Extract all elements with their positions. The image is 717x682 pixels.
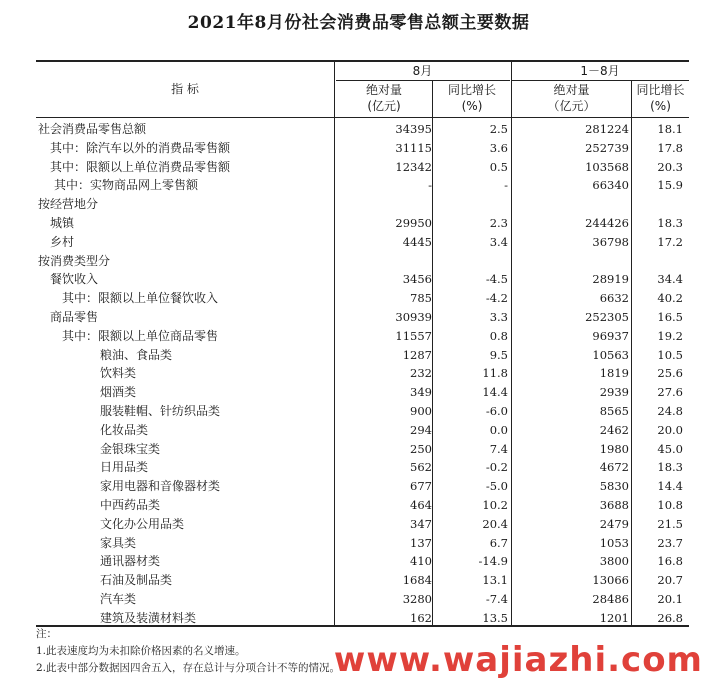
row-label: 按经营地分: [38, 197, 99, 212]
aug-yoy-cell: 6.7: [489, 535, 508, 550]
janaug-abs-cell: 103568: [585, 159, 629, 174]
janaug-abs-cell: 2479: [599, 516, 629, 531]
aug-yoy-cell: -4.2: [485, 291, 508, 306]
aug-yoy-cell: 2.3: [489, 216, 508, 230]
janaug-yoy-cell: 45.0: [657, 441, 683, 456]
table-row: [36, 571, 689, 589]
janaug-yoy-cell: 18.1: [657, 122, 683, 136]
janaug-yoy-cell: 14.4: [657, 479, 683, 494]
aug-yoy-cell: 0.5: [489, 159, 508, 174]
row-label: 乡村: [50, 234, 75, 249]
row-label: 建筑及装潢材料类: [100, 610, 197, 625]
janaug-yoy-cell: 19.2: [657, 328, 683, 343]
row-label: 汽车类: [100, 592, 137, 606]
row-label: 其中：限额以上单位商品零售: [62, 328, 219, 343]
table-row: [36, 552, 689, 570]
table-top-rule: [36, 60, 689, 62]
janaug-abs-cell: 13066: [592, 573, 629, 588]
aug-yoy-cell: 0.0: [489, 422, 508, 437]
table-row: [36, 252, 689, 270]
aug-yoy-cell: 3.3: [489, 310, 508, 324]
janaug-yoy-cell: 16.8: [657, 554, 683, 569]
aug-yoy-cell: 10.2: [482, 498, 508, 512]
row-label: 其中：限额以上单位餐饮收入: [62, 291, 219, 306]
janaug-yoy-cell: 20.3: [657, 159, 683, 174]
note-2: 2.此表中部分数据因四舍五入，存在总计与分项合计不等的情况。: [36, 662, 341, 674]
table-row: [36, 515, 689, 533]
table-row: [36, 440, 689, 458]
row-label: 化妆品类: [100, 422, 149, 437]
janaug-yoy-cell: 26.8: [657, 610, 683, 625]
table-row: [36, 458, 689, 476]
table-row: [36, 308, 689, 326]
janaug-abs-cell: 6632: [599, 291, 629, 306]
janaug-abs-cell: 2939: [599, 385, 629, 400]
aug-yoy-cell: -0.2: [485, 460, 508, 475]
janaug-yoy-cell: 34.4: [657, 272, 683, 287]
table-title: 2021年8月份社会消费品零售总额主要数据: [187, 13, 530, 33]
header-janaug-abs-label: 绝对量: [553, 83, 590, 97]
janaug-yoy-cell: 17.8: [657, 140, 683, 155]
janaug-yoy-cell: 23.7: [657, 535, 683, 550]
aug-abs-cell: 3456: [402, 272, 432, 287]
aug-group-rule: [336, 80, 510, 81]
aug-yoy-cell: 2.5: [489, 122, 508, 136]
table-row: [36, 609, 689, 627]
table-row: [36, 270, 689, 288]
row-label: 服装鞋帽、针纺织品类: [100, 404, 221, 418]
table-row: [36, 195, 689, 213]
janaug-yoy-cell: 20.0: [657, 422, 683, 437]
aug-yoy-cell: 14.4: [482, 385, 508, 400]
row-label: 其中：实物商品网上零售额: [54, 178, 199, 193]
header-janaug-yoy-unit: (%): [650, 99, 671, 113]
table-row: [36, 590, 689, 608]
notes-head: 注：: [36, 628, 57, 640]
aug-abs-cell: 12342: [395, 159, 432, 174]
aug-abs-cell: 31115: [395, 140, 432, 155]
aug-abs-cell: 3280: [402, 592, 432, 606]
janaug-abs-cell: 5830: [599, 479, 629, 494]
aug-abs-cell: 11557: [395, 328, 432, 343]
aug-yoy-cell: 13.1: [482, 573, 508, 588]
janaug-yoy-cell: 21.5: [657, 516, 683, 531]
row-label: 饮料类: [100, 366, 137, 381]
site-watermark: www.wajiazhi.com: [333, 640, 703, 680]
aug-yoy-cell: -6.0: [485, 404, 508, 418]
aug-abs-cell: 1287: [402, 347, 432, 362]
header-aug: 8月: [412, 64, 433, 78]
janaug-yoy-cell: 18.3: [657, 216, 683, 230]
janaug-abs-cell: 252739: [585, 140, 629, 155]
janaug-abs-cell: 28486: [592, 592, 629, 606]
table-row: [36, 233, 689, 251]
row-label: 粮油、食品类: [100, 347, 173, 362]
aug-abs-cell: 34395: [395, 122, 432, 136]
janaug-abs-cell: 244426: [585, 216, 629, 230]
aug-abs-cell: 900: [410, 404, 432, 418]
janaug-abs-cell: 252305: [585, 310, 629, 324]
header-indicator: 指 标: [171, 82, 199, 96]
janaug-group-rule: [512, 80, 689, 81]
janaug-yoy-cell: 24.8: [657, 404, 683, 418]
table-row: [36, 327, 689, 345]
janaug-abs-cell: 3688: [599, 498, 629, 512]
row-label: 石油及制品类: [100, 573, 173, 588]
janaug-abs-cell: 1053: [599, 535, 629, 550]
janaug-abs-cell: 96937: [592, 328, 629, 343]
table-row: [36, 158, 689, 176]
row-label: 烟酒类: [100, 385, 137, 400]
janaug-yoy-cell: 15.9: [657, 178, 683, 193]
aug-abs-cell: 294: [410, 422, 432, 437]
aug-yoy-cell: 7.4: [489, 441, 508, 456]
aug-yoy-cell: -: [504, 178, 508, 193]
janaug-abs-cell: 8565: [599, 404, 629, 418]
janaug-yoy-cell: 16.5: [657, 310, 683, 324]
aug-abs-cell: 349: [410, 385, 432, 400]
header-aug-abs-unit: (亿元): [367, 99, 401, 113]
janaug-yoy-cell: 18.3: [657, 460, 683, 475]
janaug-abs-cell: 4672: [599, 460, 629, 475]
janaug-abs-cell: 2462: [599, 422, 629, 437]
janaug-abs-cell: 66340: [592, 178, 629, 193]
table-row: [36, 120, 689, 138]
row-label: 按消费类型分: [38, 253, 111, 268]
aug-abs-cell: 1684: [402, 573, 432, 588]
aug-yoy-cell: -5.0: [485, 479, 508, 494]
janaug-abs-cell: 1819: [599, 366, 629, 381]
aug-abs-cell: 677: [410, 479, 432, 494]
table-notes: [36, 626, 340, 677]
aug-abs-cell: 29950: [395, 216, 432, 230]
row-label: 餐饮收入: [50, 272, 99, 287]
header-jan-aug: 1－8月: [580, 64, 620, 78]
janaug-yoy-cell: 10.5: [657, 347, 683, 362]
janaug-abs-cell: 1201: [599, 610, 629, 625]
aug-yoy-cell: 20.4: [482, 516, 508, 531]
table-row: [36, 477, 689, 495]
header-bottom-rule: [36, 117, 689, 118]
table-row: [36, 421, 689, 439]
row-label: 文化办公用品类: [100, 516, 185, 531]
aug-abs-cell: 162: [410, 610, 432, 625]
janaug-abs-cell: 3800: [599, 554, 629, 569]
janaug-abs-cell: 28919: [592, 272, 629, 287]
aug-abs-cell: 137: [410, 535, 432, 550]
row-label: 日用品类: [100, 460, 149, 475]
janaug-yoy-cell: 40.2: [657, 291, 683, 306]
table-row: [36, 534, 689, 552]
aug-yoy-cell: 3.4: [489, 234, 508, 249]
janaug-abs-cell: 36798: [592, 234, 629, 249]
table-row: [36, 176, 689, 194]
row-label: 城镇: [50, 216, 75, 230]
aug-yoy-cell: -4.5: [485, 272, 508, 287]
aug-yoy-cell: 9.5: [489, 347, 508, 362]
table-row: [36, 346, 689, 364]
header-janaug-yoy-label: 同比增长: [636, 83, 685, 97]
janaug-abs-cell: 281224: [585, 122, 629, 136]
row-label: 家具类: [100, 535, 137, 550]
table-row: [36, 289, 689, 307]
aug-abs-cell: 464: [410, 498, 432, 512]
aug-abs-cell: 410: [410, 554, 432, 569]
header-aug-abs-label: 绝对量: [365, 83, 402, 97]
aug-yoy-cell: 3.6: [489, 140, 508, 155]
aug-abs-cell: 785: [410, 291, 432, 306]
aug-abs-cell: -: [428, 178, 432, 193]
janaug-yoy-cell: 17.2: [657, 234, 683, 249]
aug-abs-cell: 347: [410, 516, 432, 531]
header-aug-yoy-unit: (%): [461, 99, 483, 113]
aug-abs-cell: 562: [410, 460, 432, 475]
janaug-yoy-cell: 10.8: [657, 498, 683, 512]
aug-abs-cell: 250: [410, 441, 432, 456]
janaug-yoy-cell: 25.6: [657, 366, 683, 381]
table-row: [36, 383, 689, 401]
note-1: 1.此表速度均为未扣除价格因素的名义增速。: [36, 645, 246, 657]
row-label: 其中：除汽车以外的消费品零售额: [50, 140, 231, 155]
janaug-abs-cell: 10563: [592, 347, 629, 362]
aug-abs-cell: 30939: [395, 310, 432, 324]
aug-yoy-cell: 0.8: [489, 328, 508, 343]
janaug-yoy-cell: 20.1: [657, 592, 683, 606]
aug-abs-cell: 232: [410, 366, 432, 381]
janaug-abs-cell: 1980: [599, 441, 629, 456]
aug-yoy-cell: -14.9: [478, 554, 508, 569]
table-row: [36, 496, 689, 514]
table-row: [36, 139, 689, 157]
aug-yoy-cell: 13.5: [482, 610, 508, 625]
aug-yoy-cell: -7.4: [485, 592, 508, 606]
aug-abs-cell: 4445: [402, 234, 432, 249]
header-aug-yoy-label: 同比增长: [447, 83, 496, 97]
row-label: 中西药品类: [100, 498, 161, 512]
header-janaug-abs-unit: （亿元）: [547, 99, 596, 113]
row-label: 社会消费品零售总额: [38, 122, 147, 136]
table-row: [36, 214, 689, 232]
aug-yoy-cell: 11.8: [482, 366, 508, 381]
row-label: 其中：限额以上单位消费品零售额: [50, 159, 231, 174]
row-label: 通讯器材类: [100, 554, 161, 569]
janaug-yoy-cell: 27.6: [657, 385, 683, 400]
row-label: 金银珠宝类: [100, 441, 161, 456]
row-label: 家用电器和音像器材类: [100, 479, 221, 494]
row-label: 商品零售: [50, 310, 99, 324]
janaug-yoy-cell: 20.7: [657, 573, 683, 588]
table-row: [36, 402, 689, 420]
table-row: [36, 364, 689, 382]
